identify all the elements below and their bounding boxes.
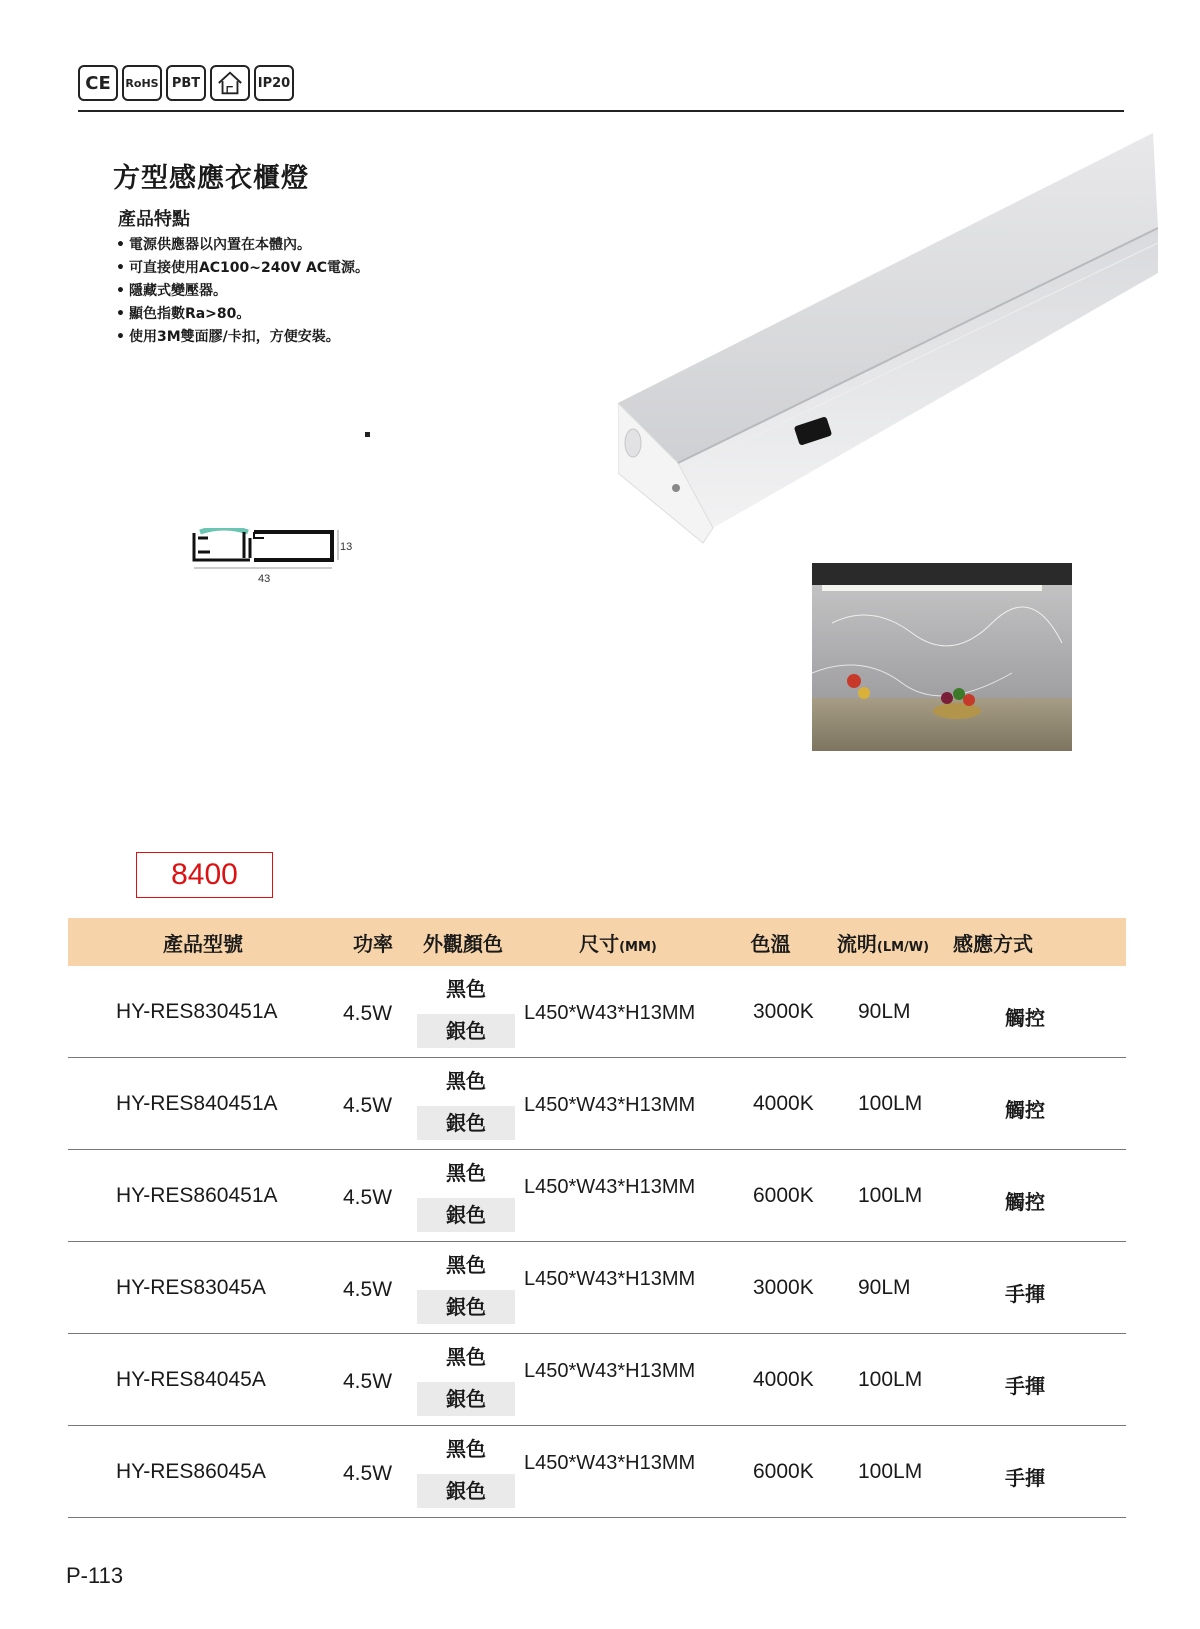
cct-cell: 4000K bbox=[753, 1092, 814, 1115]
profile-drawing bbox=[192, 528, 372, 592]
model-cell: HY-RES84045A bbox=[116, 1368, 266, 1391]
sensor-cell: 觸控 bbox=[1005, 1190, 1045, 1214]
header-size bbox=[518, 928, 718, 957]
header-flux bbox=[823, 928, 943, 957]
sensor-cell: 手揮 bbox=[1005, 1466, 1045, 1490]
power-cell: 4.5W bbox=[343, 1278, 393, 1301]
features-heading: 產品特點 bbox=[118, 209, 190, 230]
table-row bbox=[68, 1242, 1126, 1334]
feature-item: • 電源供應器以內置在本體內。 bbox=[116, 234, 369, 257]
sensor-cell: 觸控 bbox=[1005, 1006, 1045, 1030]
feature-list bbox=[116, 234, 369, 349]
color-black-cell: 黑色 bbox=[446, 1161, 486, 1185]
header-cct: 色溫 bbox=[750, 931, 791, 956]
cct-cell: 6000K bbox=[753, 1184, 814, 1207]
flux-cell: 100LM bbox=[858, 1184, 923, 1207]
rohs-badge: RoHS bbox=[122, 65, 162, 101]
color-silver-cell: 銀色 bbox=[417, 1198, 515, 1232]
feature-item: • 隱藏式變壓器。 bbox=[116, 280, 369, 303]
flux-cell: 100LM bbox=[858, 1092, 923, 1115]
flux-cell: 100LM bbox=[858, 1368, 923, 1391]
ce-badge: CE bbox=[78, 65, 118, 101]
series-code: 8400 bbox=[136, 852, 273, 898]
size-cell: L450*W43*H13MM bbox=[524, 1268, 696, 1290]
header-model: 產品型號 bbox=[163, 931, 243, 956]
flux-cell: 90LM bbox=[858, 1276, 911, 1299]
color-black-cell: 黑色 bbox=[446, 1345, 486, 1369]
header-flux-label: 流明 bbox=[836, 931, 877, 956]
power-cell: 4.5W bbox=[343, 1370, 393, 1393]
size-cell: L450*W43*H13MM bbox=[524, 1094, 696, 1116]
color-silver-cell: 銀色 bbox=[417, 1474, 515, 1508]
color-black-cell: 黑色 bbox=[446, 1437, 486, 1461]
power-cell: 4.5W bbox=[343, 1094, 393, 1117]
table-row bbox=[68, 1426, 1126, 1518]
cct-cell: 6000K bbox=[753, 1460, 814, 1483]
color-black-cell: 黑色 bbox=[446, 977, 486, 1001]
color-silver-cell: 銀色 bbox=[417, 1014, 515, 1048]
size-cell: L450*W43*H13MM bbox=[524, 1176, 696, 1198]
color-silver-cell: 銀色 bbox=[417, 1382, 515, 1416]
pbt-badge: PBT bbox=[166, 65, 206, 101]
table-row bbox=[68, 1334, 1126, 1426]
sensor-cell: 觸控 bbox=[1005, 1098, 1045, 1122]
sensor-cell: 手揮 bbox=[1005, 1374, 1045, 1398]
model-cell: HY-RES83045A bbox=[116, 1276, 266, 1299]
model-cell: HY-RES840451A bbox=[116, 1092, 278, 1115]
spec-table bbox=[68, 918, 1126, 1518]
header-divider bbox=[78, 110, 1124, 112]
feature-item: • 可直接使用AC100~240V AC電源。 bbox=[116, 257, 369, 280]
power-cell: 4.5W bbox=[343, 1002, 393, 1025]
product-title: 方型感應衣櫃燈 bbox=[113, 163, 309, 194]
color-black-cell: 黑色 bbox=[446, 1069, 486, 1093]
flux-cell: 90LM bbox=[858, 1000, 911, 1023]
table-row bbox=[68, 1058, 1126, 1150]
size-cell: L450*W43*H13MM bbox=[524, 1002, 696, 1024]
model-cell: HY-RES830451A bbox=[116, 1000, 278, 1023]
header-color: 外觀顏色 bbox=[423, 931, 503, 956]
table-header bbox=[68, 918, 1126, 966]
height-dimension: 13 bbox=[340, 541, 353, 553]
certification-badges bbox=[78, 65, 294, 101]
table-row bbox=[68, 966, 1126, 1058]
size-cell: L450*W43*H13MM bbox=[524, 1360, 696, 1382]
header-power: 功率 bbox=[353, 931, 393, 956]
color-black-cell: 黑色 bbox=[446, 1253, 486, 1277]
product-image bbox=[618, 133, 1158, 557]
ip20-badge: IP20 bbox=[254, 65, 294, 101]
header-flux-unit: (LM/W) bbox=[876, 939, 930, 955]
width-dimension: 43 bbox=[258, 573, 271, 585]
feature-item: • 使用3M雙面膠/卡扣，方便安裝。 bbox=[116, 326, 369, 349]
model-cell: HY-RES860451A bbox=[116, 1184, 278, 1207]
feature-item: • 顯色指數Ra>80。 bbox=[116, 303, 369, 326]
size-cell: L450*W43*H13MM bbox=[524, 1452, 696, 1474]
page-number: P-113 bbox=[66, 1563, 124, 1588]
power-cell: 4.5W bbox=[343, 1186, 393, 1209]
house-icon bbox=[210, 65, 250, 101]
cct-cell: 3000K bbox=[753, 1000, 814, 1023]
model-cell: HY-RES86045A bbox=[116, 1460, 266, 1483]
header-size-unit: (MM) bbox=[619, 939, 657, 955]
power-cell: 4.5W bbox=[343, 1462, 393, 1485]
cct-cell: 4000K bbox=[753, 1368, 814, 1391]
application-photo bbox=[812, 563, 1072, 751]
table-row bbox=[68, 1150, 1126, 1242]
flux-cell: 100LM bbox=[858, 1460, 923, 1483]
cct-cell: 3000K bbox=[753, 1276, 814, 1299]
header-size-label: 尺寸 bbox=[579, 931, 620, 956]
color-silver-cell: 銀色 bbox=[417, 1106, 515, 1140]
stray-dot bbox=[365, 432, 370, 437]
header-sensor: 感應方式 bbox=[953, 931, 1033, 956]
sensor-cell: 手揮 bbox=[1005, 1282, 1045, 1306]
color-silver-cell: 銀色 bbox=[417, 1290, 515, 1324]
